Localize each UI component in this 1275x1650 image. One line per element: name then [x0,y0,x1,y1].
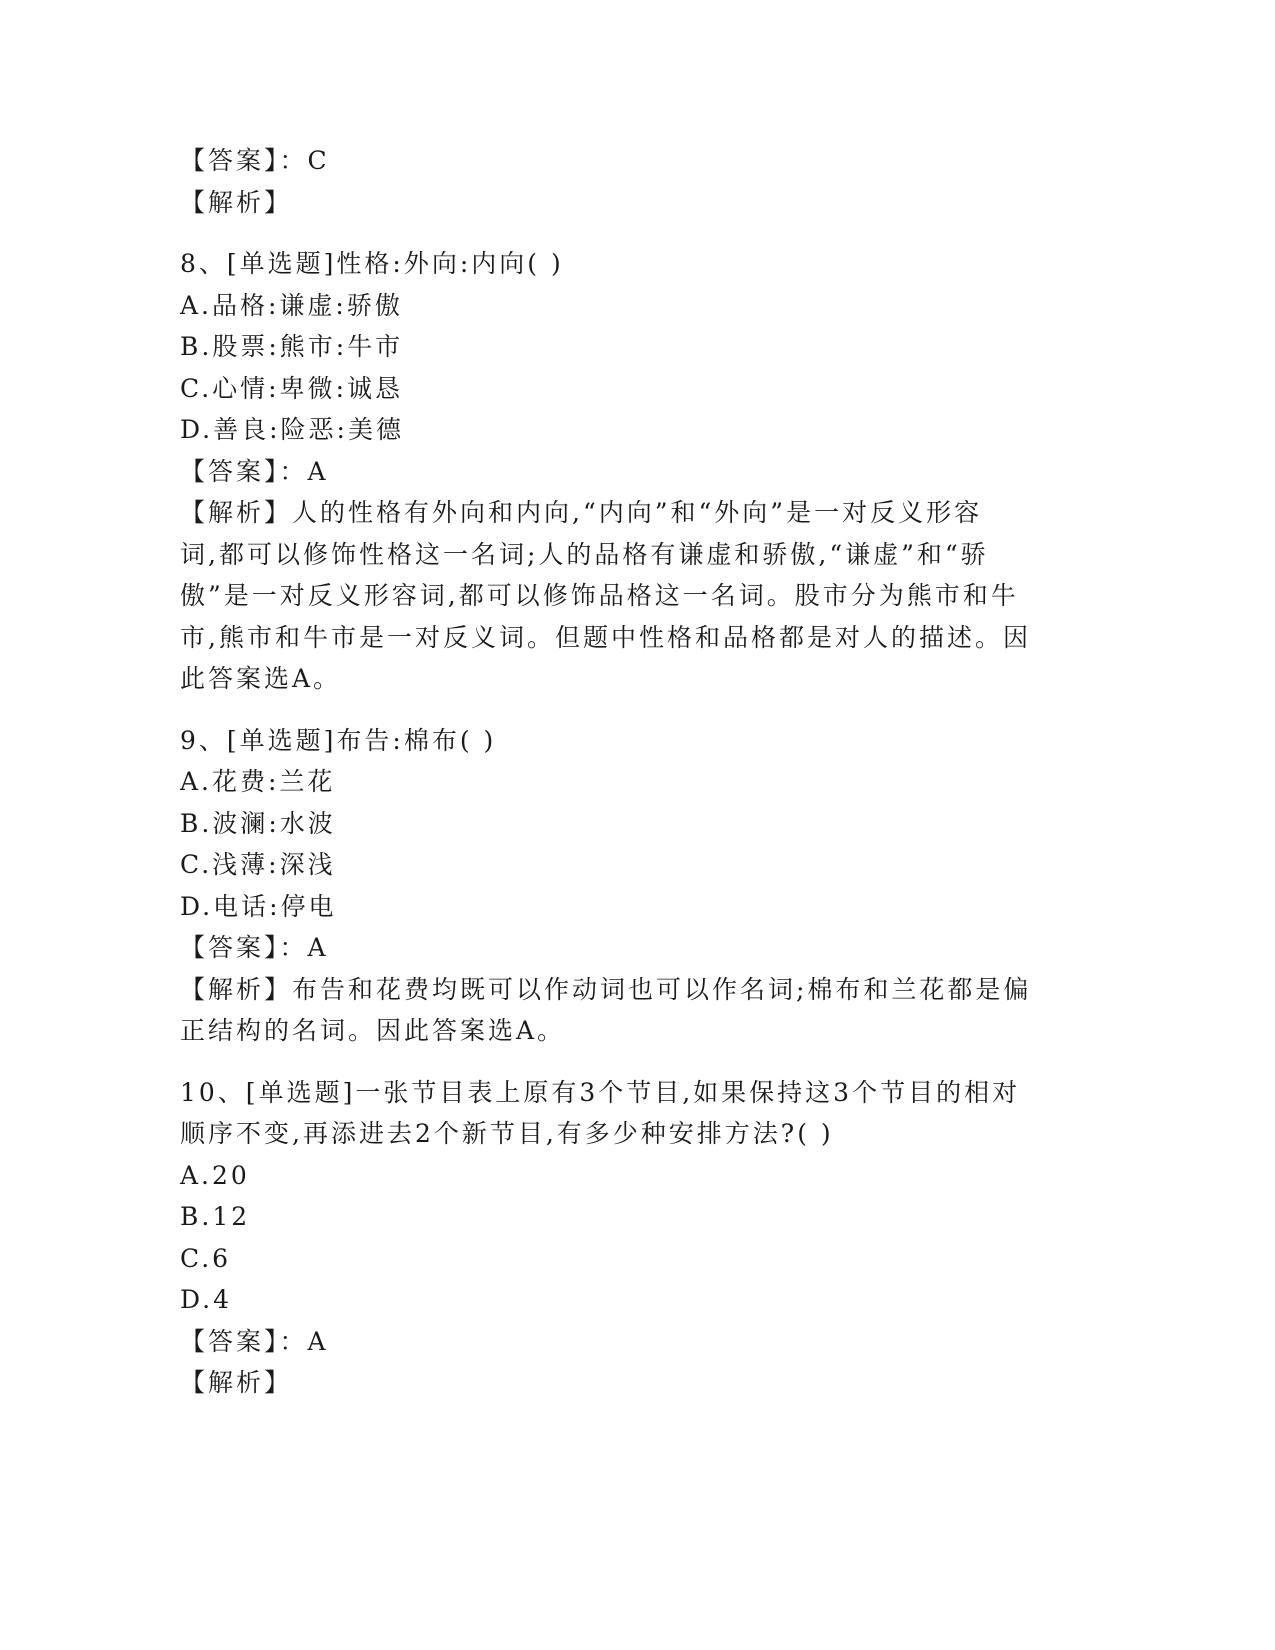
question-title-line-1: 10、[单选题]一张节目表上原有3个节目,如果保持这3个节目的相对 [180,1077,1021,1107]
analysis-line-2: 词,都可以修饰性格这一名词;人的品格有谦虚和骄傲,“谦虚”和“骄 [180,539,989,569]
option-a: A.20 [180,1160,250,1190]
answer-line: 【答案】：C [180,146,330,175]
option-b: B.波澜:水波 [180,808,336,838]
option-d: D.4 [180,1285,233,1314]
analysis-line: 【解析】 [180,1368,293,1397]
answer-line: 【答案】：A [180,456,329,486]
question-title: 9、[单选题]布告:棉布( ) [180,725,497,755]
analysis-line-3: 傲”是一对反义形容词,都可以修饰品格这一名词。股市分为熊市和牛 [180,581,1019,610]
option-d: D.善良:险恶:美德 [180,415,404,444]
spacer [180,700,1040,720]
spacer [180,223,1040,243]
analysis-line-4: 市,熊市和牛市是一对反义词。但题中性格和品格都是对人的描述。因 [180,622,1031,652]
question-9 [180,720,1040,1052]
question-title: 8、[单选题]性格:外向:内向( ) [180,249,564,278]
option-a: A.花费:兰花 [180,767,336,796]
option-b: B.12 [180,1202,251,1231]
answer-line: 【答案】：A [180,1326,329,1356]
document-page [180,140,1040,1404]
question-8 [180,243,1040,700]
option-c: C.6 [180,1243,232,1273]
analysis-line: 【解析】 [180,187,293,217]
analysis-line-1: 【解析】人的性格有外向和内向,“内向”和“外向”是一对反义形容 [180,498,983,527]
analysis-line-1: 【解析】布告和花费均既可以作动词也可以作名词;棉布和兰花都是偏 [180,974,1032,1004]
option-c: C.心情:卑微:诚恳 [180,373,404,403]
question-title-line-2: 顺序不变,再添进去2个新节目,有多少种安排方法?( ) [180,1119,834,1148]
option-c: C.浅薄:深浅 [180,850,336,879]
option-a: A.品格:谦虚:骄傲 [180,290,403,320]
question-10 [180,1072,1040,1404]
option-d: D.电话:停电 [180,891,337,921]
spacer [180,1052,1040,1072]
option-b: B.股票:熊市:牛市 [180,332,404,361]
analysis-line-2: 正结构的名词。因此答案选A。 [180,1016,566,1045]
answer-line: 【答案】：A [180,933,329,962]
analysis-line-5: 此答案选A。 [180,664,342,693]
